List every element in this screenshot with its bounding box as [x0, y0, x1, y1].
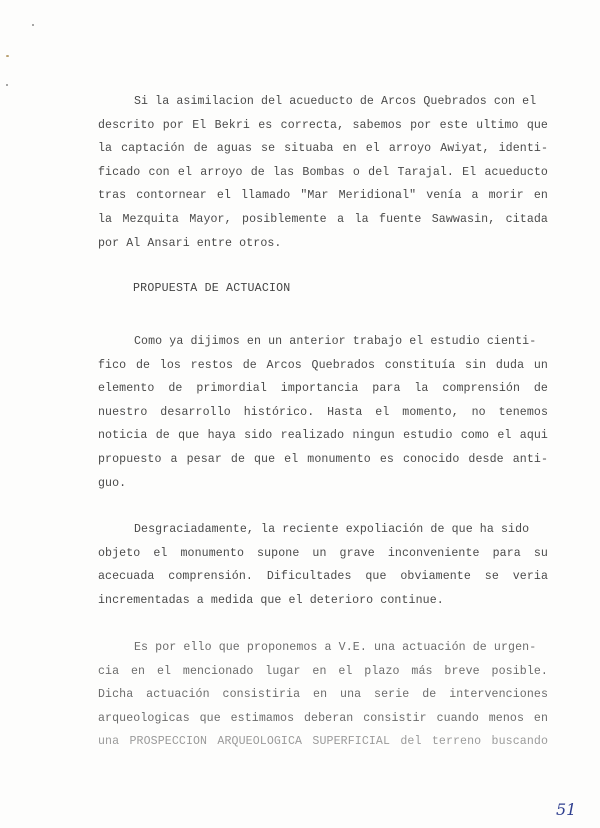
text-line: una PROSPECCION ARQUEOLOGICA SUPERFICIAL del terreno buscando	[98, 735, 548, 749]
text-line: Si la asimilacion del acueducto de Arcos Quebrados con el	[134, 95, 537, 108]
text-line: Es por ello que proponemos a V.E. una actuación de urgen-	[134, 641, 537, 654]
text-line: nuestro desarrollo histórico. Hasta el momento, no tenemos	[98, 405, 548, 419]
text-line: Dicha actuación consistiria en una serie de intervenciones	[98, 688, 548, 702]
text-line: descrito por El Bekri es correcta, sabemos por este ultimo que	[98, 118, 548, 132]
section-heading: PROPUESTA DE ACTUACION	[133, 282, 291, 295]
text-line: guo.	[98, 476, 127, 490]
text-line: incrementadas a medida que el deterioro continue.	[98, 593, 444, 607]
text-line: la captación de aguas se situaba en el arroyo Awiyat, identi-	[98, 142, 548, 156]
text-line: acecuada comprensión. Dificultades que obviamente se veria	[98, 570, 548, 584]
paragraph-expoliacion	[98, 518, 548, 612]
scan-speck	[6, 55, 9, 57]
text-line: arqueologicas que estimamos deberan consistir cuando menos en	[98, 711, 548, 725]
scan-speck	[32, 24, 34, 26]
text-line: ficado con el arroyo de las Bombas o del Tarajal. El acueducto	[98, 165, 548, 179]
text-line: elemento de primordial importancia para la comprensión de	[98, 382, 548, 396]
text-line: fico de los restos de Arcos Quebrados constituía sin duda un	[98, 358, 548, 372]
text-line: tras contornear el llamado "Mar Meridional" venía a morir en	[98, 189, 548, 203]
text-line: objeto el monumento supone un grave inconveniente para su	[98, 546, 548, 560]
page-number: 51	[556, 800, 577, 819]
text-line: Como ya dijimos en un anterior trabajo el estudio cienti-	[134, 335, 537, 348]
scan-speck	[6, 84, 8, 86]
paragraph-propuesta	[98, 636, 548, 754]
text-line: noticia de que haya sido realizado ningun estudio como el aqui	[98, 429, 548, 443]
paragraph-acueducto	[98, 90, 548, 255]
paragraph-estudio	[98, 330, 548, 495]
text-line: la Mezquita Mayor, posiblemente a la fuente Sawwasin, citada	[98, 212, 548, 226]
text-line: Desgraciadamente, la reciente expoliación de que ha sido	[134, 523, 530, 536]
text-line: cia en el mencionado lugar en el plazo más breve posible.	[98, 664, 548, 678]
text-line: propuesto a pesar de que el monumento es conocido desde anti-	[98, 452, 548, 466]
text-line: por Al Ansari entre otros.	[98, 236, 282, 250]
